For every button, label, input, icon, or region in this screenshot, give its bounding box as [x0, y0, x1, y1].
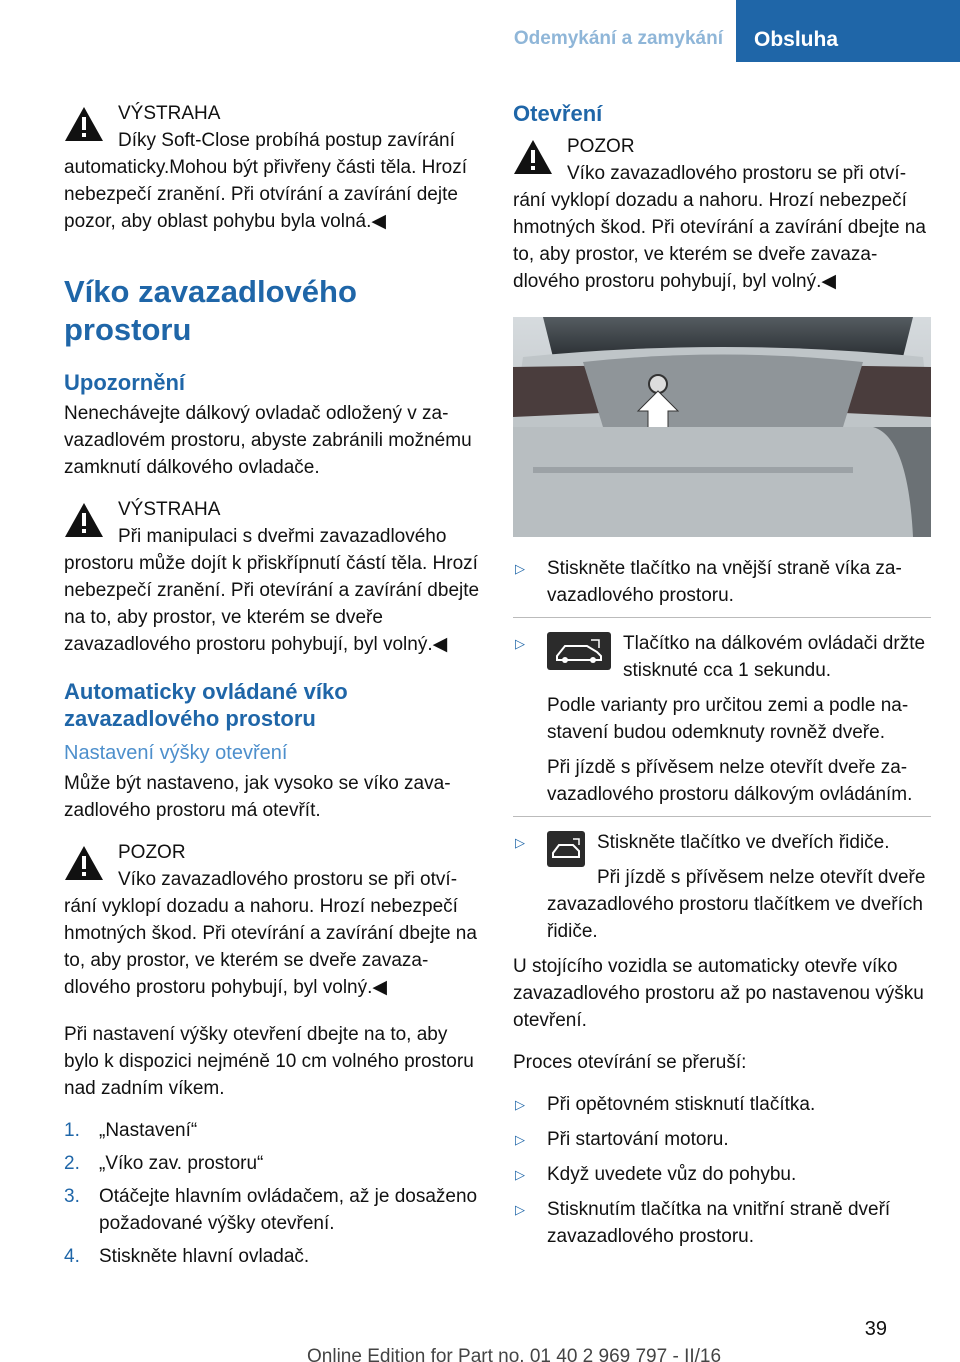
step-number: 4.: [64, 1246, 80, 1267]
caution-block: [64, 839, 480, 1001]
list-item: [64, 1243, 480, 1270]
tailgate-photo: [513, 317, 931, 537]
bullet-text: Stiskněte tlačítko ve dveřích řidiče.: [597, 832, 890, 853]
triangle-bullet-icon: ▷: [515, 835, 525, 850]
step-text: Stiskněte hlavní ovladač.: [99, 1246, 310, 1267]
divider: [513, 816, 931, 817]
step-text: Otáčejte hlavním ovládačem, až je dosaženo požadované výšky otevření.: [99, 1186, 478, 1234]
bullet-note: Při jízdě s přívěsem nelze otevřít dveře zavazadlového prostoru dálkovým ovládáním.: [547, 757, 913, 805]
warning-triangle-icon: [64, 106, 104, 142]
list-item: [513, 1126, 931, 1153]
triangle-bullet-icon: ▷: [515, 561, 525, 576]
steps-list: [64, 1117, 480, 1270]
open-methods-list: [513, 630, 931, 808]
bullet-text: Stisknutím tlačítka na vnitřní straně dveří zavazadlového prostoru.: [547, 1199, 891, 1247]
caution-title: POZOR: [118, 842, 186, 863]
warning-text: Díky Soft-Close probíhá postup zavírání automaticky.Mohou být přivřeny části těla. Hrozí nebezpečí zranění. Při otvírání a zavírání dejte pozor, aby oblast pohybu byla volná.◀: [64, 130, 468, 232]
caution-block: [513, 133, 931, 295]
height-heading: Nastavení výšky otevření: [64, 742, 288, 764]
step-number: 1.: [64, 1120, 80, 1141]
open-methods-list: [513, 555, 931, 609]
divider: [513, 617, 931, 618]
warning-text: Při manipulaci s dveřmi zavazadlového prostoru může dojít k přiskřípnutí částí těla. Hrozí nebezpečí zranění. Při otevírání a zavírání dbejte na to, aby prostor, ve kterém se dveře zavazadlového prostoru pohybují, byl volný.◀: [64, 526, 480, 655]
warning-triangle-icon: [64, 845, 104, 881]
caution-title: POZOR: [567, 136, 635, 157]
bullet-text: Při startování motoru.: [547, 1129, 729, 1150]
warning-title: VÝSTRAHA: [118, 103, 221, 124]
step-text: „Nastavení“: [99, 1120, 198, 1141]
list-item: [513, 630, 931, 808]
list-item: [513, 829, 931, 945]
page-header: [0, 0, 960, 62]
open-heading: Otevření: [513, 101, 603, 126]
notice-heading: Upozornění: [64, 370, 185, 395]
bullet-text: Při opětovném stisknutí tlačítka.: [547, 1094, 816, 1115]
warning-title: VÝSTRAHA: [118, 499, 221, 520]
interrupt-list: [513, 1091, 931, 1250]
bullet-text: Když uvedete vůz do pohybu.: [547, 1164, 797, 1185]
warning-triangle-icon: [513, 139, 553, 175]
tailgate-button-icon: [547, 632, 611, 670]
list-item: [64, 1117, 480, 1144]
right-column: [513, 100, 931, 1258]
triangle-bullet-icon: ▷: [515, 636, 525, 651]
triangle-bullet-icon: ▷: [515, 1132, 525, 1147]
driver-door-button-icon: [547, 831, 585, 867]
step-text: „Víko zav. prostoru“: [99, 1153, 264, 1174]
page-number: 39: [864, 1318, 887, 1340]
bullet-text: Tlačítko na dálkovém ovládači držte stisknuté cca 1 sekundu.: [623, 633, 926, 681]
warning-triangle-icon: [64, 502, 104, 538]
list-item: [513, 1091, 931, 1118]
open-methods-list: [513, 829, 931, 945]
auto-lid-heading: Automaticky ovládané víko zavazadlového prostoru: [64, 679, 348, 731]
bullet-note: Podle varianty pro určitou zemi a podle nastavení budou odemknuty rovněž dveře.: [547, 695, 909, 743]
list-item: [513, 1161, 931, 1188]
triangle-bullet-icon: ▷: [515, 1202, 525, 1217]
warning-block: [64, 100, 480, 235]
notice-text: Nenechávejte dálkový ovladač odložený v zavazadlovém prostoru, abyste zabránili možnému zamknutí dálkového ovladače.: [64, 403, 472, 478]
warning-block: [64, 496, 480, 658]
list-item: [513, 1196, 931, 1250]
bullet-text: Stiskněte tlačítko na vnější straně víka zavazadlového prostoru.: [547, 558, 902, 606]
list-item: [513, 555, 931, 609]
auto-open-text: U stojícího vozidla se automaticky otevře víko zavazadlového prostoru až po nastavenou výšku otevření.: [513, 956, 924, 1031]
section-heading: Víko zavazadlového prostoru: [64, 274, 357, 347]
interrupt-text: Proces otevírání se přeruší:: [513, 1052, 747, 1073]
bullet-note: Při jízdě s přívěsem nelze otevřít dveře zavazadlového prostoru tlačítkem ve dveřích řidiče.: [547, 867, 926, 942]
height-text: Může být nastaveno, jak vysoko se víko zavazadlového prostoru má otevřít.: [64, 773, 451, 821]
section-tab: Obsluha: [736, 0, 960, 62]
car-rear-illustration: [513, 317, 931, 537]
caution-text: Víko zavazadlového prostoru se při otvírání vyklopí dozadu a nahoru. Hrozí nebezpečí hmotných škod. Při otevírání a zavírání dbejte na to, aby prostor, ve kterém se dveře zavazadlového prostoru pohybují, byl volný.◀: [64, 869, 477, 998]
triangle-bullet-icon: ▷: [515, 1167, 525, 1182]
list-item: [64, 1183, 480, 1237]
step-number: 2.: [64, 1153, 80, 1174]
left-column: [64, 100, 480, 1276]
triangle-bullet-icon: ▷: [515, 1097, 525, 1112]
chapter-title: Odemykání a zamykání: [513, 28, 723, 49]
height-note: Při nastavení výšky otevření dbejte na to, aby bylo k dispozici nejméně 10 cm volného prostoru nad zadním víkem.: [64, 1024, 474, 1099]
caution-text: Víko zavazadlového prostoru se při otvírání vyklopí dozadu a nahoru. Hrozí nebezpečí hmotných škod. Při otevírání a zavírání dbejte na to, aby prostor, ve kterém se dveře zavazadlového prostoru pohybují, byl volný.◀: [513, 163, 926, 292]
step-number: 3.: [64, 1186, 80, 1207]
list-item: [64, 1150, 480, 1177]
edition-text: Online Edition for Part no. 01 40 2 969 797 - II/16: [307, 1346, 722, 1362]
